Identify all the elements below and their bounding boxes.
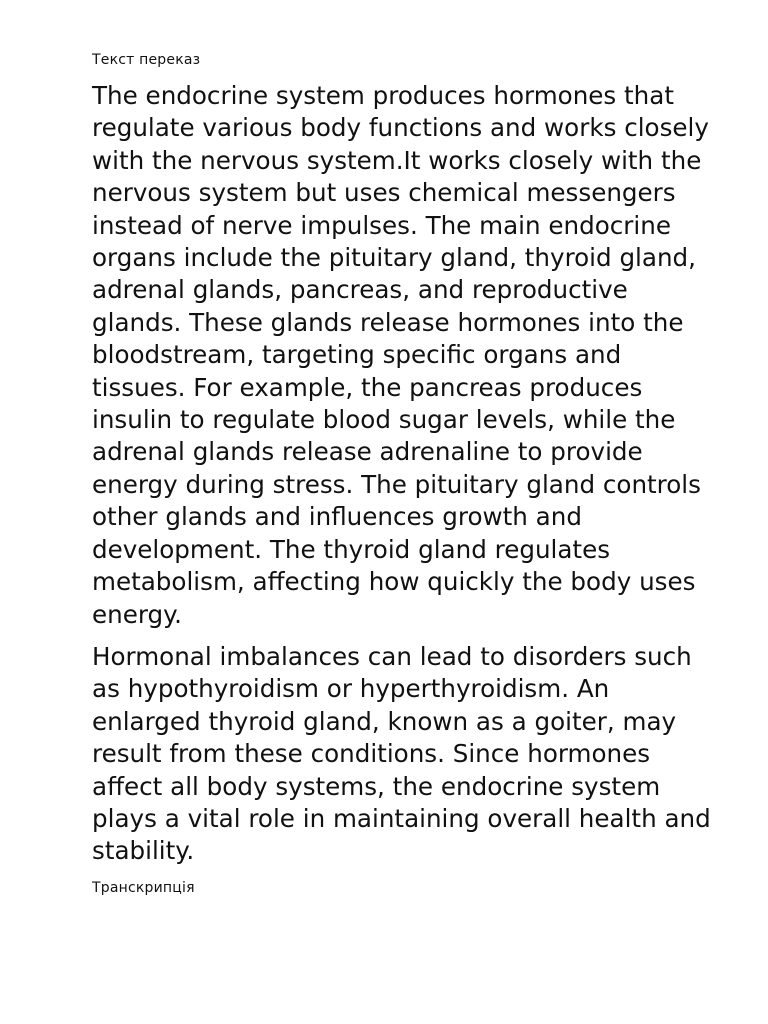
document-page <box>92 50 722 898</box>
transcription-label: Транскрипція <box>92 879 195 896</box>
document-heading: Текст переказ <box>92 52 201 68</box>
body-paragraph-2: Hormonal imbalances can lead to disorders such as hypothyroidism or hyperthyroidism. An enlarged thyroid gland, known as a goiter, may result from these conditions. Since hormones affect all body systems, the endocrine system plays a vital role in maintaining overall health and stability. <box>92 641 711 866</box>
body-paragraph-1: The endocrine system produces hormones that regulate various body functions and works closely with the nervous system.It works closely with the nervous system but uses chemical messengers instead of nerve impulses. The main endocrine organs include the pituitary gland, thyroid gland, adrenal glands, pancreas, and reproductive glands. These glands release hormones into the bloodstream, targeting specific organs and tissues. For example, the pancreas produces insulin to regulate blood sugar levels, while the adrenal glands release adrenaline to provide energy during stress. The pituitary gland controls other glands and influences growth and development. The thyroid gland regulates metabolism, affecting how quickly the body uses energy. <box>92 81 709 629</box>
